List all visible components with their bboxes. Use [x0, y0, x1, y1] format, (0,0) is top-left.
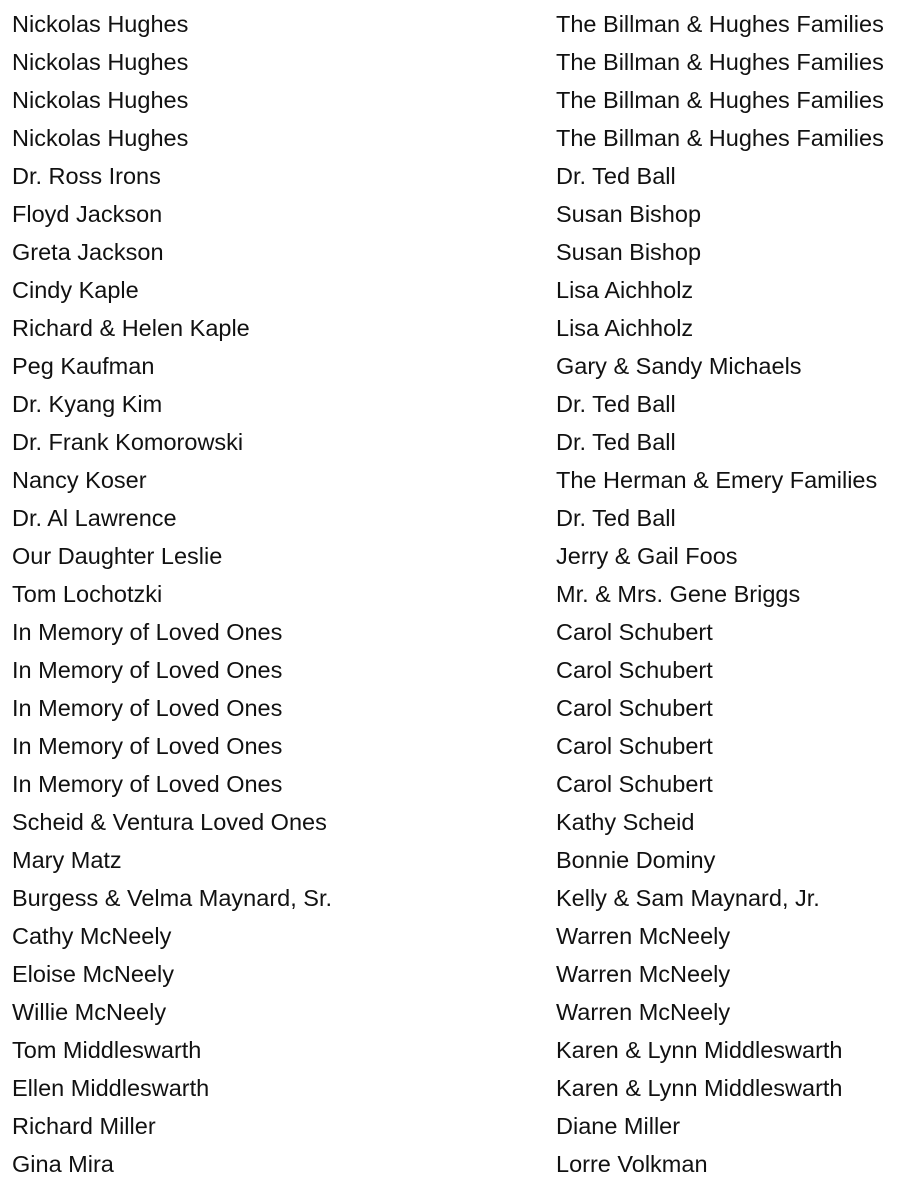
list-row	[0, 841, 918, 879]
list-row	[0, 347, 918, 385]
honoree-name: Greta Jackson	[12, 239, 164, 265]
honoree-name: Dr. Ross Irons	[12, 163, 161, 189]
list-row	[0, 157, 918, 195]
list-row	[0, 879, 918, 917]
list-row	[0, 271, 918, 309]
donor-name: The Billman & Hughes Families	[556, 125, 884, 151]
list-row	[0, 1107, 918, 1145]
list-row	[0, 917, 918, 955]
list-row	[0, 765, 918, 803]
honoree-name: Dr. Frank Komorowski	[12, 429, 244, 455]
list-row	[0, 195, 918, 233]
donor-name: Carol Schubert	[556, 771, 713, 797]
honoree-name: Peg Kaufman	[12, 353, 155, 379]
donor-name: Warren McNeely	[556, 923, 731, 949]
honoree-name: Cindy Kaple	[12, 277, 139, 303]
list-row	[0, 727, 918, 765]
honoree-name: Our Daughter Leslie	[12, 543, 223, 569]
donor-name: Lisa Aichholz	[556, 277, 694, 303]
honoree-name: Richard & Helen Kaple	[12, 315, 250, 341]
donor-name: Lorre Volkman	[556, 1151, 708, 1177]
donor-name: Susan Bishop	[556, 201, 702, 227]
donor-name: Carol Schubert	[556, 657, 713, 683]
donor-name: Carol Schubert	[556, 695, 713, 721]
list-row	[0, 233, 918, 271]
donor-name: Kelly & Sam Maynard, Jr.	[556, 885, 820, 911]
honoree-name: In Memory of Loved Ones	[12, 771, 283, 797]
honoree-name: In Memory of Loved Ones	[12, 619, 283, 645]
honoree-name: Scheid & Ventura Loved Ones	[12, 809, 327, 835]
list-row	[0, 955, 918, 993]
list-row	[0, 1069, 918, 1107]
list-row	[0, 537, 918, 575]
list-row	[0, 993, 918, 1031]
list-row	[0, 5, 918, 43]
honoree-name: In Memory of Loved Ones	[12, 733, 283, 759]
list-row	[0, 803, 918, 841]
donor-name: Mr. & Mrs. Gene Briggs	[556, 581, 801, 607]
honoree-name: Mary Matz	[12, 847, 122, 873]
donor-name: Jerry & Gail Foos	[556, 543, 738, 569]
donor-name: The Billman & Hughes Families	[556, 87, 884, 113]
list-row	[0, 689, 918, 727]
donor-name: Carol Schubert	[556, 619, 713, 645]
donor-name: Gary & Sandy Michaels	[556, 353, 802, 379]
donor-name: Karen & Lynn Middleswarth	[556, 1075, 843, 1101]
list-row	[0, 81, 918, 119]
donor-name: Dr. Ted Ball	[556, 163, 676, 189]
donor-name: The Billman & Hughes Families	[556, 49, 884, 75]
donor-name: Diane Miller	[556, 1113, 681, 1139]
honoree-name: Ellen Middleswarth	[12, 1075, 210, 1101]
honoree-name: In Memory of Loved Ones	[12, 695, 283, 721]
honoree-name: Eloise McNeely	[12, 961, 174, 987]
donor-name: Dr. Ted Ball	[556, 429, 676, 455]
list-row	[0, 461, 918, 499]
honoree-name: Nickolas Hughes	[12, 125, 189, 151]
donor-name: Dr. Ted Ball	[556, 391, 676, 417]
honoree-name: Burgess & Velma Maynard, Sr.	[12, 885, 333, 911]
list-row	[0, 575, 918, 613]
donor-name: Karen & Lynn Middleswarth	[556, 1037, 843, 1063]
honoree-name: Tom Lochotzki	[12, 581, 163, 607]
donor-name: Kathy Scheid	[556, 809, 695, 835]
list-row	[0, 309, 918, 347]
list-row	[0, 499, 918, 537]
honoree-name: Nickolas Hughes	[12, 87, 189, 113]
honoree-name: Tom Middleswarth	[12, 1037, 202, 1063]
donor-name: The Herman & Emery Families	[556, 467, 878, 493]
honoree-name: Cathy McNeely	[12, 923, 172, 949]
donor-name: Susan Bishop	[556, 239, 702, 265]
donor-name: Warren McNeely	[556, 999, 731, 1025]
honoree-name: Floyd Jackson	[12, 201, 163, 227]
honoree-name: Nickolas Hughes	[12, 11, 189, 37]
honoree-name: Nickolas Hughes	[12, 49, 189, 75]
donor-name: The Billman & Hughes Families	[556, 11, 884, 37]
list-row	[0, 1145, 918, 1183]
honoree-name: Dr. Kyang Kim	[12, 391, 163, 417]
honoree-name: Dr. Al Lawrence	[12, 505, 177, 531]
list-row	[0, 651, 918, 689]
donor-name: Warren McNeely	[556, 961, 731, 987]
honoree-name: Gina Mira	[12, 1151, 114, 1177]
list-row	[0, 613, 918, 651]
honoree-name: Nancy Koser	[12, 467, 147, 493]
list-row	[0, 423, 918, 461]
list-row	[0, 385, 918, 423]
honoree-name: Richard Miller	[12, 1113, 156, 1139]
donor-name: Dr. Ted Ball	[556, 505, 676, 531]
donor-name: Carol Schubert	[556, 733, 713, 759]
honoree-name: In Memory of Loved Ones	[12, 657, 283, 683]
memorial-list	[0, 5, 918, 1183]
donor-name: Bonnie Dominy	[556, 847, 716, 873]
list-row	[0, 43, 918, 81]
donor-name: Lisa Aichholz	[556, 315, 694, 341]
honoree-name: Willie McNeely	[12, 999, 167, 1025]
list-row	[0, 119, 918, 157]
list-row	[0, 1031, 918, 1069]
